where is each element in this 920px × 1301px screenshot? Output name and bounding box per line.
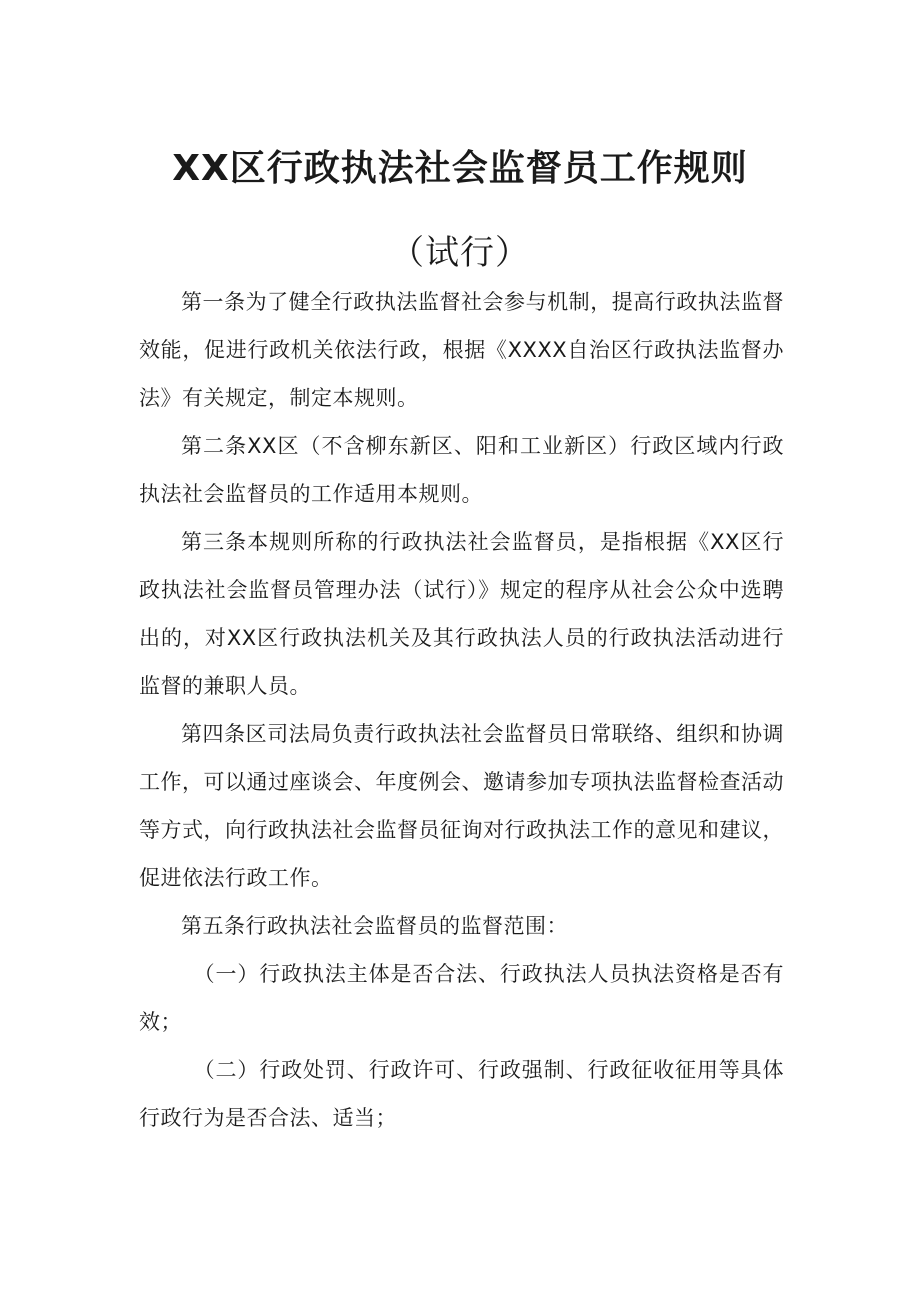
article-5-item-1: （一）行政执法主体是否合法、行政执法人员执法资格是否有效； <box>139 962 784 1034</box>
document-subtitle: （试行） <box>390 233 530 273</box>
document-body <box>139 278 784 1142</box>
article-1: 第一条为了健全行政执法监督社会参与机制，提高行政执法监督效能，促进行政机关依法行政，根据《XXXX自治区行政执法监督办法》有关规定，制定本规则。 <box>139 290 784 410</box>
article-2: 第二条XX区（不含柳东新区、阳和工业新区）行政区域内行政执法社会监督员的工作适用本规则。 <box>139 434 784 506</box>
article-4: 第四条区司法局负责行政执法社会监督员日常联络、组织和协调工作，可以通过座谈会、年度例会、邀请参加专项执法监督检查活动等方式，向行政执法社会监督员征询对行政执法工作的意见和建议，促进依法行政工作。 <box>139 722 784 890</box>
document-title: XX区行政执法社会监督员工作规则 <box>172 148 748 189</box>
article-3: 第三条本规则所称的行政执法社会监督员，是指根据《XX区行政执法社会监督员管理办法（试行）》规定的程序从社会公众中选聘出的，对XX区行政执法机关及其行政执法人员的行政执法活动进行监督的兼职人员。 <box>139 530 784 698</box>
article-5: 第五条行政执法社会监督员的监督范围： <box>181 914 568 938</box>
article-5-item-2: （二）行政处罚、行政许可、行政强制、行政征收征用等具体行政行为是否合法、适当； <box>139 1058 784 1130</box>
